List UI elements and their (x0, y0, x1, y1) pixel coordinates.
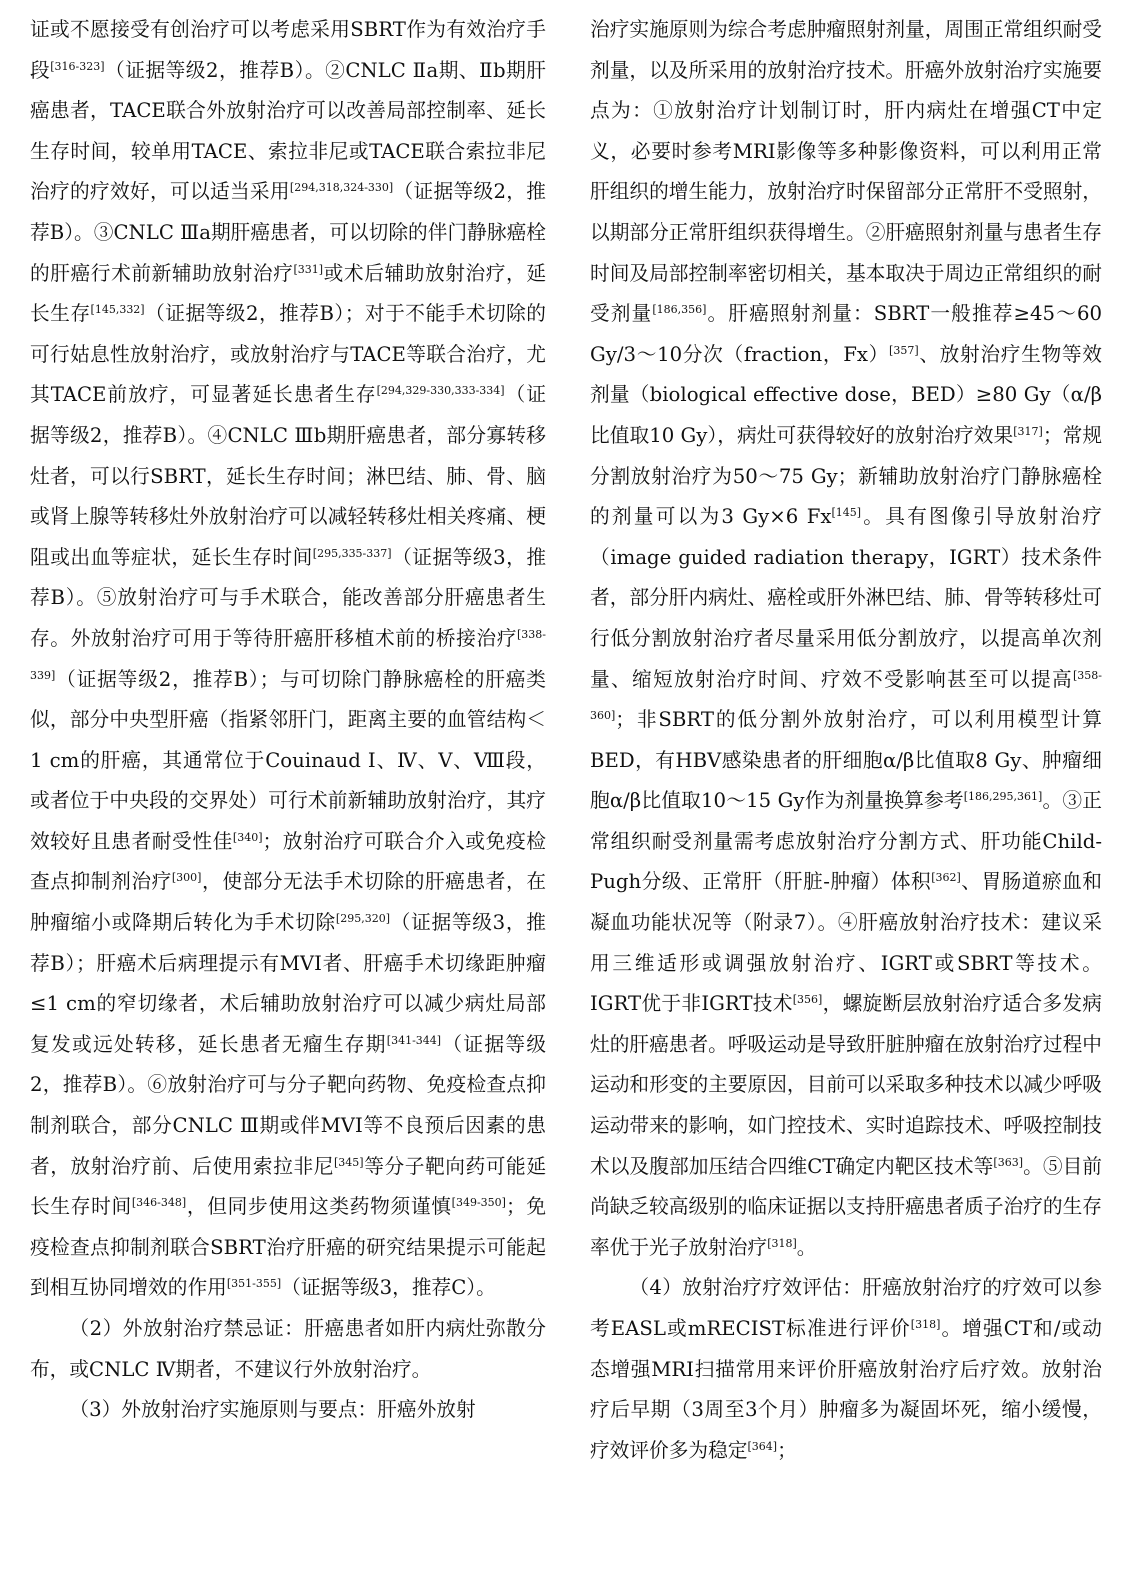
citation: [300] (171, 871, 202, 885)
citation: [145,332] (90, 303, 145, 317)
citation: [349-350] (451, 1196, 506, 1210)
citation: [346-348] (131, 1196, 187, 1210)
paragraph-efficacy-evaluation: （4）放射治疗疗效评估：肝癌放射治疗的疗效可以参考EASL或mRECIST标准进行评价[318]。增强CT和/或动态增强MRI扫描常用来评价肝癌放射治疗后疗效。放射治疗后早期（3周至3个月）肿瘤多为凝固坏死，缩小缓慢，疗效评价多为稳定[364]； (590, 1276, 1102, 1462)
citation: [318] (767, 1236, 797, 1250)
left-column (30, 10, 546, 1431)
citation: [318] (910, 1318, 941, 1331)
citation: [357] (889, 343, 919, 357)
citation: [341-344] (386, 1033, 442, 1047)
paragraph: 证或不愿接受有创治疗可以考虑采用SBRT作为有效治疗手段[316-323]（证据等级2，推荐B）。②CNLC Ⅱa期、Ⅱb期肝癌患者，TACE联合外放射治疗可以改善局部控制率、延长生存时间，较单用TACE、索拉非尼或TACE联合索拉非尼治疗的疗效好，可以适当采用[294,318,324-330]（证据等级2，推荐B）。③CNLC Ⅲa期肝癌患者，可以切除的伴门静脉癌栓的肝癌行术前新辅助放射治疗[331]或术后辅助放射治疗，延长生存[145,332]（证据等级2，推荐B）；对于不能手术切除的可行姑息性放射治疗，或放射治疗与TACE等联合治疗，尤其TACE前放疗，可显著延长患者生存[294,329-330,333-334]（证据等级2，推荐B）。④CNLC Ⅲb期肝癌患者，部分寡转移灶者，可以行SBRT，延长生存时间；淋巴结、肺、骨、脑或肾上腺等转移灶外放射治疗可以减轻转移灶相关疼痛、梗阻或出血等症状，延长生存时间[295,335-337]（证据等级3，推荐B）。⑤放射治疗可与手术联合，能改善部分肝癌患者生存。外放射治疗可用于等待肝癌肝移植术前的桥接治疗[338-339]（证据等级2，推荐B）；与可切除门静脉癌栓的肝癌类似，部分中央型肝癌（指紧邻肝门，距离主要的血管结构＜1 cm的肝癌，其通常位于Couinaud Ⅰ、Ⅳ、Ⅴ、Ⅷ段，或者位于中央段的交界处）可行术前新辅助放射治疗，其疗效较好且患者耐受性佳[340]；放射治疗可联合介入或免疫检查点抑制剂治疗[300]，使部分无法手术切除的肝癌患者，在肿瘤缩小或降期后转化为手术切除[295,320]（证据等级3，推荐B）；肝癌术后病理提示有MVI者、肝癌手术切缘距肿瘤≤1 cm的窄切缘者，术后辅助放射治疗可以减少病灶局部复发或远处转移，延长患者无瘤生存期[341-344]（证据等级2，推荐B）。⑥放射治疗可与分子靶向药物、免疫检查点抑制剂联合，部分CNLC Ⅲ期或伴MVI等不良预后因素的患者，放射治疗前、后使用索拉非尼[345]等分子靶向药可能延长生存时间[346-348]，但同步使用这类药物须谨慎[349-350]；免疫检查点抑制剂联合SBRT治疗肝癌的研究结果提示可能起到相互协同增效的作用[351-355]（证据等级3，推荐C）。 (30, 18, 547, 1300)
citation: [186,295,361] (963, 790, 1043, 804)
citation: [345] (334, 1155, 364, 1169)
citation: [145] (831, 506, 862, 520)
citation: [316-323] (50, 59, 105, 73)
paragraph-principles-heading: （3）外放射治疗实施原则与要点：肝癌外放射 (69, 1398, 476, 1422)
citation: [340] (232, 830, 263, 844)
citation: [295,320] (335, 912, 390, 926)
citation: [294,318,324-330] (289, 181, 394, 195)
citation: [295,335-337] (312, 546, 392, 560)
citation: [338-339] (30, 627, 546, 682)
citation: [186,356] (652, 303, 707, 317)
paragraph-contraindications: （2）外放射治疗禁忌证：肝癌患者如肝内病灶弥散分布，或CNLC Ⅳ期者，不建议行外放射治疗。 (30, 1317, 546, 1381)
citation: [294,329-330,333-334] (376, 384, 505, 398)
citation: [351-355] (226, 1277, 282, 1291)
citation: [362] (931, 871, 961, 885)
right-column (590, 10, 1102, 1471)
citation: [331] (293, 262, 324, 276)
citation: [356] (792, 993, 823, 1007)
paragraph: 治疗实施原则为综合考虑肿瘤照射剂量，周围正常组织耐受剂量，以及所采用的放射治疗技术。肝癌外放射治疗实施要点为：①放射治疗计划制订时，肝内病灶在增强CT中定义，必要时参考MRI影像等多种影像资料，可以利用正常肝组织的增生能力，放射治疗时保留部分正常肝不受照射，以期部分正常肝组织获得增生。②肝癌照射剂量与患者生存时间及局部控制率密切相关，基本取决于周边正常组织的耐受剂量[186,356]。肝癌照射剂量：SBRT一般推荐≥45～60 Gy/3～10分次（fraction，Fx）[357]、放射治疗生物等效剂量（biological effective dose，BED）≥80 Gy（α/β比值取10 Gy），病灶可获得较好的放射治疗效果[317]；常规分割放射治疗为50～75 Gy；新辅助放射治疗门静脉癌栓的剂量可以为3 Gy×6 Fx[145]。具有图像引导放射治疗（image guided radiation therapy，IGRT）技术条件者，部分肝内病灶、癌栓或肝外淋巴结、肺、骨等转移灶可行低分割放射治疗者尽量采用低分割放疗，以提高单次剂量、缩短放射治疗时间、疗效不受影响甚至可以提高[358-360]；非SBRT的低分割外放射治疗，可以利用模型计算BED，有HBV感染患者的肝细胞α/β比值取8 Gy、肿瘤细胞α/β比值取10～15 Gy作为剂量换算参考[186,295,361]。③正常组织耐受剂量需考虑放射治疗分割方式、肝功能Child-Pugh分级、正常肝（肝脏-肿瘤）体积[362]、胃肠道瘀血和凝血功能状况等（附录7）。④肝癌放射治疗技术：建议采用三维适形或调强放射治疗、IGRT或SBRT等技术。IGRT优于非IGRT技术[356]，螺旋断层放射治疗适合多发病灶的肝癌患者。呼吸运动是导致肝脏肿瘤在放射治疗过程中运动和形变的主要原因，目前可以采取多种技术以减少呼吸运动带来的影响，如门控技术、实时追踪技术、呼吸控制技术以及腹部加压结合四维CT确定内靶区技术等[363]。⑤目前尚缺乏较高级别的临床证据以支持肝癌患者质子治疗的生存率优于光子放射治疗[318]。 (590, 18, 1103, 1259)
citation: [317] (1013, 424, 1043, 438)
citation: [364] (747, 1439, 778, 1453)
citation: [363] (993, 1155, 1024, 1169)
citation: [358-360] (590, 668, 1102, 723)
